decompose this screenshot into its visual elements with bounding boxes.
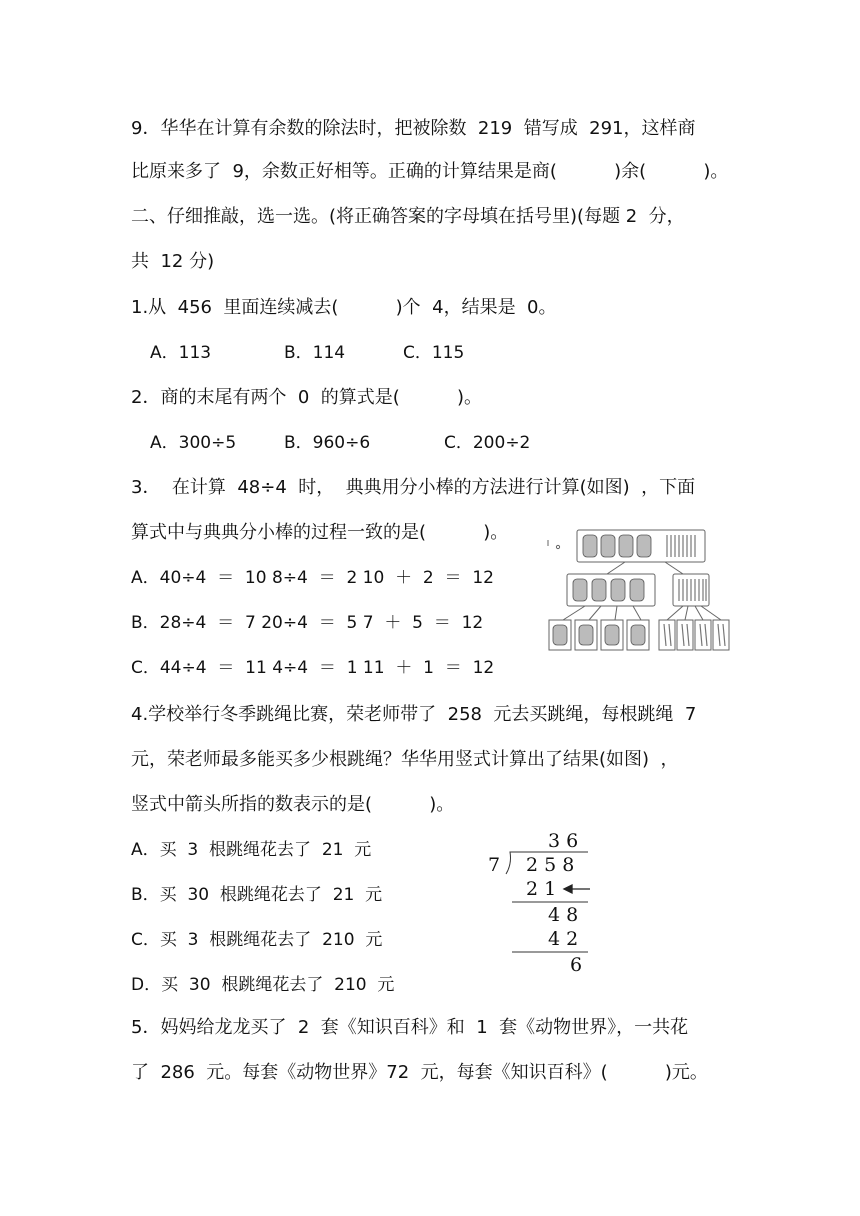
q3-option-b: B．28÷4 ＝ 7 20÷4 ＝ 5 7 ＋ 5 ＝ 12	[131, 613, 484, 633]
q2-option-b: B．960÷6	[284, 433, 371, 453]
q9-line2: 比原来多了 9，余数正好相等。正确的计算结果是商( )余( )。	[131, 161, 729, 182]
q3-option-a: A．40÷4 ＝ 10 8÷4 ＝ 2 10 ＋ 2 ＝ 12	[131, 568, 494, 588]
division-divisor: 7	[488, 854, 501, 876]
division-step2: 4 8	[548, 904, 579, 926]
q2-option-a: A．300÷5	[150, 433, 237, 453]
division-quotient: 3 6	[548, 830, 579, 852]
q4-line1: 4.学校举行冬季跳绳比赛，荣老师带了 258 元去买跳绳，每根跳绳 7	[131, 704, 697, 725]
q4-line3: 竖式中箭头所指的数表示的是( )。	[131, 794, 455, 815]
section2-heading-line2: 共 12 分)	[131, 251, 215, 272]
q5-line1: 5．妈妈给龙龙买了 2 套《知识百科》和 1 套《动物世界》，一共花	[131, 1017, 689, 1038]
division-step1: 2 1	[526, 878, 557, 900]
division-dividend: 2 5 8	[526, 854, 575, 876]
q5-line2: 了 286 元。每套《动物世界》72 元，每套《知识百科》( )元。	[131, 1062, 708, 1083]
q3-line2: 算式中与典典分小棒的过程一致的是( )。	[131, 522, 509, 543]
division-bracket-lines	[480, 828, 600, 978]
q1-stem: 1.从 456 里面连续减去( )个 4，结果是 0。	[131, 297, 557, 318]
q9-line1: 9．华华在计算有余数的除法时，把被除数 219 错写成 291，这样商	[131, 118, 696, 139]
q4-option-b: B．买 30 根跳绳花去了 21 元	[131, 885, 383, 905]
q1-option-a: A．113	[150, 343, 212, 363]
q4-option-d: D．买 30 根跳绳花去了 210 元	[131, 975, 395, 995]
q3-option-c: C．44÷4 ＝ 11 4÷4 ＝ 1 11 ＋ 1 ＝ 12	[131, 658, 495, 678]
section2-heading-line1: 二、仔细推敲，选一选。(将正确答案的字母填在括号里)(每题 2 分，	[131, 206, 685, 227]
stick-bundle-figure	[545, 528, 735, 658]
division-remainder: 6	[570, 954, 583, 976]
division-step3: 4 2	[548, 928, 579, 950]
q4-line2: 元，荣老师最多能买多少根跳绳？华华用竖式计算出了结果(如图) ，	[131, 749, 679, 770]
q2-option-c: C．200÷2	[444, 433, 531, 453]
q1-option-c: C．115	[403, 343, 465, 363]
arrow-icon	[564, 885, 590, 893]
q4-option-a: A．买 3 根跳绳花去了 21 元	[131, 840, 372, 860]
q1-option-b: B．114	[284, 343, 346, 363]
long-division-figure	[480, 828, 600, 978]
q2-stem: 2．商的末尾有两个 0 的算式是( )。	[131, 387, 483, 408]
q3-line1: 3． 在计算 48÷4 时， 典典用分小棒的方法进行计算(如图) ，下面	[131, 477, 696, 498]
q4-option-c: C．买 3 根跳绳花去了 210 元	[131, 930, 383, 950]
